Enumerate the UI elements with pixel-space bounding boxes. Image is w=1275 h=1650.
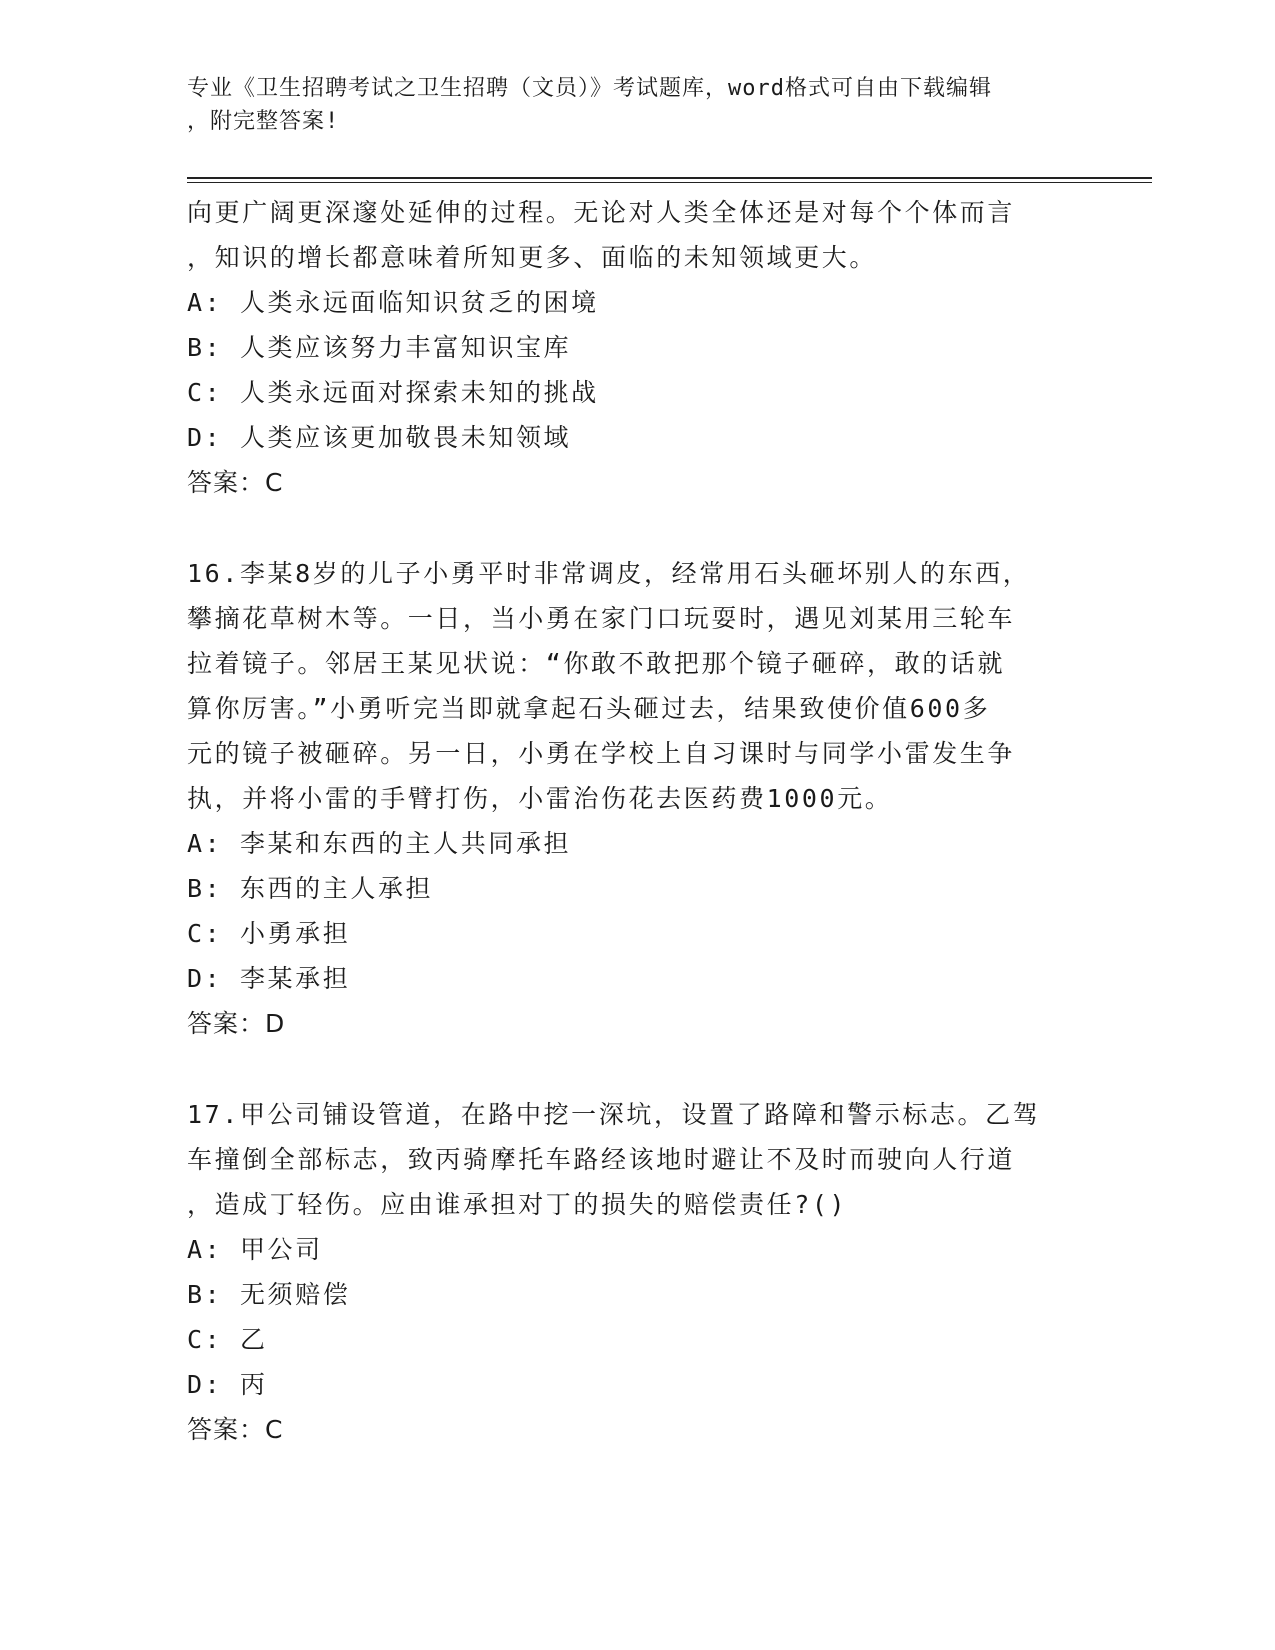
question-16 xyxy=(187,551,1087,1046)
option-b: B: 人类应该努力丰富知识宝库 xyxy=(187,333,572,362)
question-stem-line: 攀摘花草树木等。一日，当小勇在家门口玩耍时，遇见刘某用三轮车 xyxy=(187,604,1016,633)
option-d: D: 人类应该更加敬畏未知领域 xyxy=(187,423,572,452)
header-line-1: 专业《卫生招聘考试之卫生招聘（文员）》考试题库，word格式可自由下载编辑 xyxy=(187,76,992,101)
question-stem-line: ，造成丁轻伤。应由谁承担对丁的损失的赔偿责任?() xyxy=(187,1190,848,1219)
question-stem-line: 拉着镜子。邻居王某见状说：“你敢不敢把那个镜子砸碎，敢的话就 xyxy=(187,649,1006,678)
question-stem-line: ，知识的增长都意味着所知更多、面临的未知领域更大。 xyxy=(187,243,878,272)
question-stem-line: 执，并将小雷的手臂打伤，小雷治伤花去医药费1000元。 xyxy=(187,784,893,813)
question-15 xyxy=(187,190,1087,505)
page-header xyxy=(187,72,1087,138)
document-body xyxy=(187,190,1087,1452)
option-b: B: 东西的主人承担 xyxy=(187,874,434,903)
option-a: A: 甲公司 xyxy=(187,1235,323,1264)
option-c: C: 人类永远面对探索未知的挑战 xyxy=(187,378,599,407)
header-divider xyxy=(187,177,1152,183)
question-stem-line: 元的镜子被砸碎。另一日，小勇在学校上自习课时与同学小雷发生争 xyxy=(187,739,1016,768)
option-a: A: 人类永远面临知识贫乏的困境 xyxy=(187,288,599,317)
header-line-2: ，附完整答案! xyxy=(187,109,340,134)
answer: 答案：C xyxy=(187,1415,284,1444)
option-d: D: 丙 xyxy=(187,1370,268,1399)
answer: 答案：C xyxy=(187,468,284,497)
question-stem-line: 算你厉害。”小勇听完当即就拿起石头砸过去，结果致使价值600多 xyxy=(187,694,991,723)
option-c: C: 乙 xyxy=(187,1325,268,1354)
question-stem-line: 向更广阔更深邃处延伸的过程。无论对人类全体还是对每个个体而言 xyxy=(187,198,1016,227)
question-17 xyxy=(187,1092,1087,1452)
answer: 答案：D xyxy=(187,1009,286,1038)
question-stem-line: 车撞倒全部标志，致丙骑摩托车路经该地时避让不及时而驶向人行道 xyxy=(187,1145,1016,1174)
option-c: C: 小勇承担 xyxy=(187,919,351,948)
option-b: B: 无须赔偿 xyxy=(187,1280,351,1309)
question-stem-line: 16.李某8岁的儿子小勇平时非常调皮，经常用石头砸坏别人的东西， xyxy=(187,559,1031,588)
question-stem-line: 17.甲公司铺设管道，在路中挖一深坑，设置了路障和警示标志。乙驾 xyxy=(187,1100,1041,1129)
option-d: D: 李某承担 xyxy=(187,964,351,993)
option-a: A: 李某和东西的主人共同承担 xyxy=(187,829,572,858)
